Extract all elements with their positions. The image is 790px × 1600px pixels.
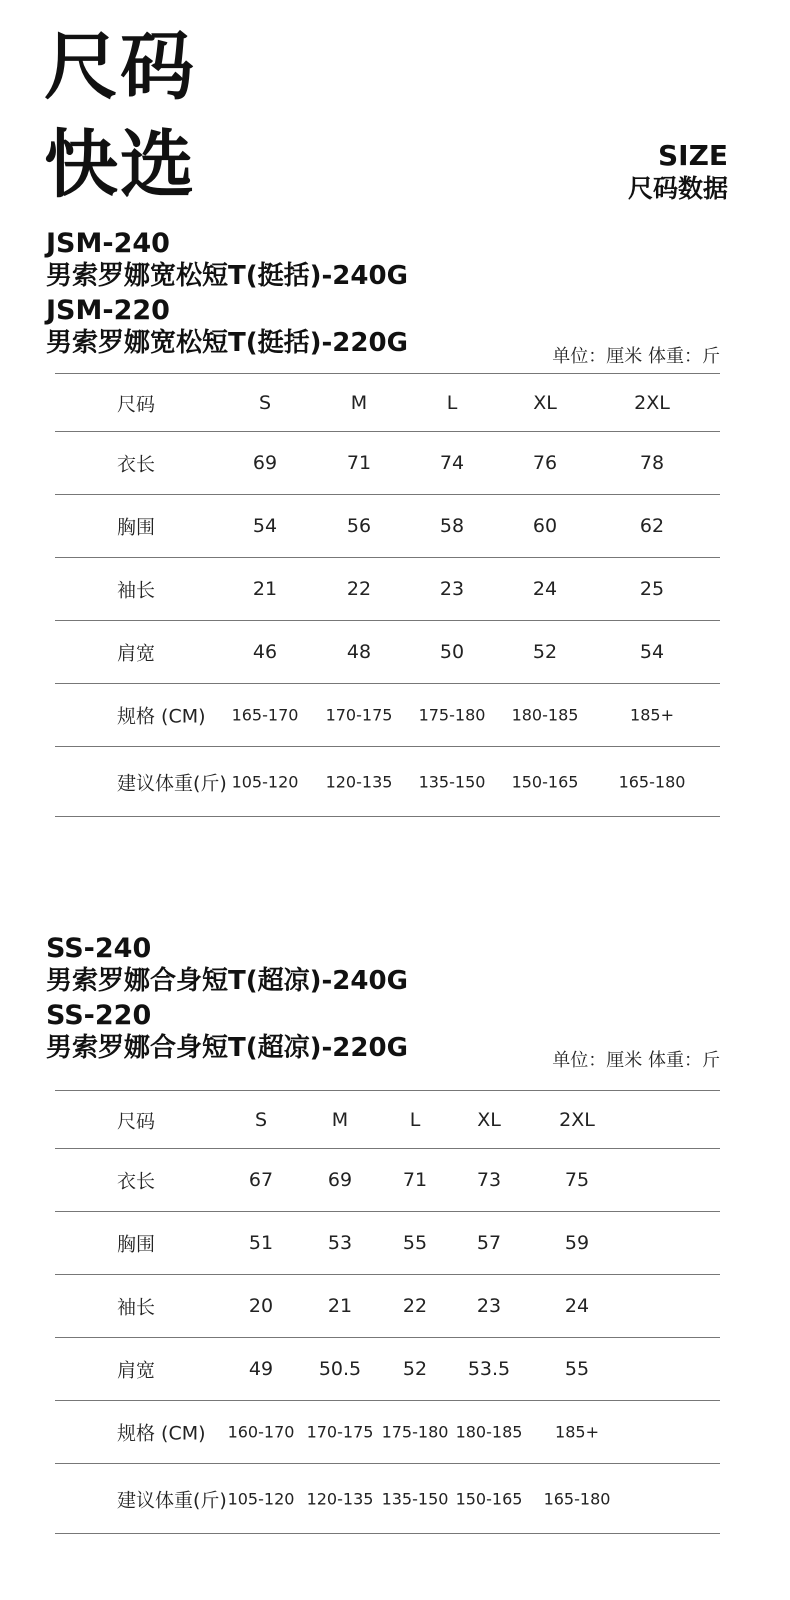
table-cell: 74 <box>439 452 465 474</box>
page-title-line1: 尺码 <box>44 24 196 110</box>
table-cell: 50.5 <box>318 1358 362 1380</box>
column-header: L <box>409 1108 421 1131</box>
table-cell: 25 <box>639 578 665 600</box>
column-header: S <box>254 1108 268 1131</box>
row-label: 袖长 <box>117 1296 156 1319</box>
table-cell: 105-120 <box>231 772 299 791</box>
table-cell: 71 <box>402 1169 428 1191</box>
row-label: 肩宽 <box>117 642 156 665</box>
column-header: 2XL <box>559 1108 595 1131</box>
section-2-product-info <box>46 935 408 1061</box>
table-cell: 120-135 <box>325 772 393 791</box>
table-cell: 23 <box>439 578 465 600</box>
size-label-en: SIZE <box>657 139 728 172</box>
table-cell: 180-185 <box>455 1422 523 1442</box>
table-cell: 49 <box>248 1358 274 1380</box>
table-cell: 24 <box>532 578 558 600</box>
table-cell: 23 <box>476 1295 502 1317</box>
table-cell: 21 <box>327 1295 353 1317</box>
product-name: 男索罗娜合身短T(超凉)-240G <box>46 966 408 996</box>
table-row <box>55 683 720 746</box>
table-cell: 71 <box>346 452 372 474</box>
table-cell: 24 <box>564 1295 590 1317</box>
column-header: L <box>446 391 458 414</box>
row-label: 胸围 <box>117 1233 156 1256</box>
table-row <box>55 494 720 557</box>
table-cell: 46 <box>252 641 278 663</box>
table-cell: 52 <box>402 1358 428 1380</box>
table-row <box>55 431 720 494</box>
row-label: 衣长 <box>117 1170 156 1193</box>
unit-note: 单位：厘米 体重：斤 <box>552 1050 720 1071</box>
table-cell: 135-150 <box>381 1489 449 1508</box>
table-row <box>55 1463 720 1534</box>
table-row <box>55 1400 720 1463</box>
table-cell: 55 <box>402 1232 428 1254</box>
table-cell: 52 <box>532 641 558 663</box>
table-cell: 78 <box>639 452 665 474</box>
table-cell: 55 <box>564 1358 590 1380</box>
product-name: 男索罗娜宽松短T(挺括)-240G <box>46 261 408 291</box>
table-cell: 56 <box>346 515 372 537</box>
row-label: 建议体重(斤) <box>117 772 227 794</box>
row-label: 规格 (CM) <box>117 705 206 728</box>
table-cell: 62 <box>639 515 665 537</box>
table-cell: 165-180 <box>618 772 686 791</box>
table-row <box>55 1337 720 1400</box>
table-cell: 53.5 <box>467 1358 511 1380</box>
table-cell: 120-135 <box>306 1489 374 1508</box>
table-cell: 60 <box>532 515 558 537</box>
column-header: XL <box>477 1108 501 1131</box>
column-header: M <box>331 1108 349 1131</box>
table-row <box>55 620 720 683</box>
table-cell: 175-180 <box>381 1422 449 1442</box>
table-row <box>55 557 720 620</box>
product-name: 男索罗娜宽松短T(挺括)-220G <box>46 328 408 358</box>
unit-note: 单位：厘米 体重：斤 <box>552 346 720 367</box>
table-cell: 54 <box>252 515 278 537</box>
table-cell: 48 <box>346 641 372 663</box>
table-cell: 165-170 <box>231 705 299 725</box>
table-cell: 58 <box>439 515 465 537</box>
table-cell: 20 <box>248 1295 274 1317</box>
size-table-2 <box>55 1090 720 1534</box>
product-code: JSM-240 <box>46 228 170 259</box>
table-cell: 59 <box>564 1232 590 1254</box>
table-cell: 150-165 <box>511 772 579 791</box>
product-name: 男索罗娜合身短T(超凉)-220G <box>46 1033 408 1063</box>
table-cell: 175-180 <box>418 705 486 725</box>
table-cell: 75 <box>564 1169 590 1191</box>
table-header-row <box>55 1090 720 1148</box>
table-cell: 160-170 <box>227 1422 295 1442</box>
table-cell: 105-120 <box>227 1489 295 1508</box>
table-cell: 165-180 <box>543 1489 611 1508</box>
size-label-cn: 尺码数据 <box>627 174 728 203</box>
table-cell: 185+ <box>630 705 674 725</box>
table-row <box>55 1148 720 1211</box>
size-table-1 <box>55 373 720 817</box>
table-cell: 57 <box>476 1232 502 1254</box>
table-cell: 135-150 <box>418 772 486 791</box>
page-title-line2: 快选 <box>44 122 196 208</box>
table-cell: 180-185 <box>511 705 579 725</box>
column-header: 尺码 <box>117 1110 156 1132</box>
table-cell: 22 <box>346 578 372 600</box>
row-label: 胸围 <box>117 516 156 539</box>
table-cell: 170-175 <box>325 705 393 725</box>
table-cell: 22 <box>402 1295 428 1317</box>
table-cell: 185+ <box>555 1422 599 1442</box>
table-cell: 51 <box>248 1232 274 1254</box>
section-1-product-info <box>46 230 408 356</box>
table-cell: 69 <box>327 1169 353 1191</box>
product-code: JSM-220 <box>46 295 170 326</box>
row-label: 袖长 <box>117 579 156 602</box>
row-label: 规格 (CM) <box>117 1422 206 1445</box>
table-cell: 150-165 <box>455 1489 523 1508</box>
table-cell: 67 <box>248 1169 274 1191</box>
table-cell: 21 <box>252 578 278 600</box>
column-header: M <box>350 391 368 414</box>
table-cell: 73 <box>476 1169 502 1191</box>
row-label: 建议体重(斤) <box>117 1489 227 1511</box>
row-label: 衣长 <box>117 453 156 476</box>
table-row <box>55 1211 720 1274</box>
row-label: 肩宽 <box>117 1359 156 1382</box>
column-header: XL <box>533 391 557 414</box>
table-row <box>55 746 720 817</box>
product-code: SS-220 <box>46 1000 152 1031</box>
table-cell: 76 <box>532 452 558 474</box>
table-cell: 170-175 <box>306 1422 374 1442</box>
column-header: 尺码 <box>117 393 156 415</box>
table-header-row <box>55 373 720 431</box>
table-cell: 54 <box>639 641 665 663</box>
column-header: 2XL <box>634 391 670 414</box>
column-header: S <box>258 391 272 414</box>
table-cell: 50 <box>439 641 465 663</box>
table-cell: 53 <box>327 1232 353 1254</box>
product-code: SS-240 <box>46 933 152 964</box>
table-row <box>55 1274 720 1337</box>
table-cell: 69 <box>252 452 278 474</box>
